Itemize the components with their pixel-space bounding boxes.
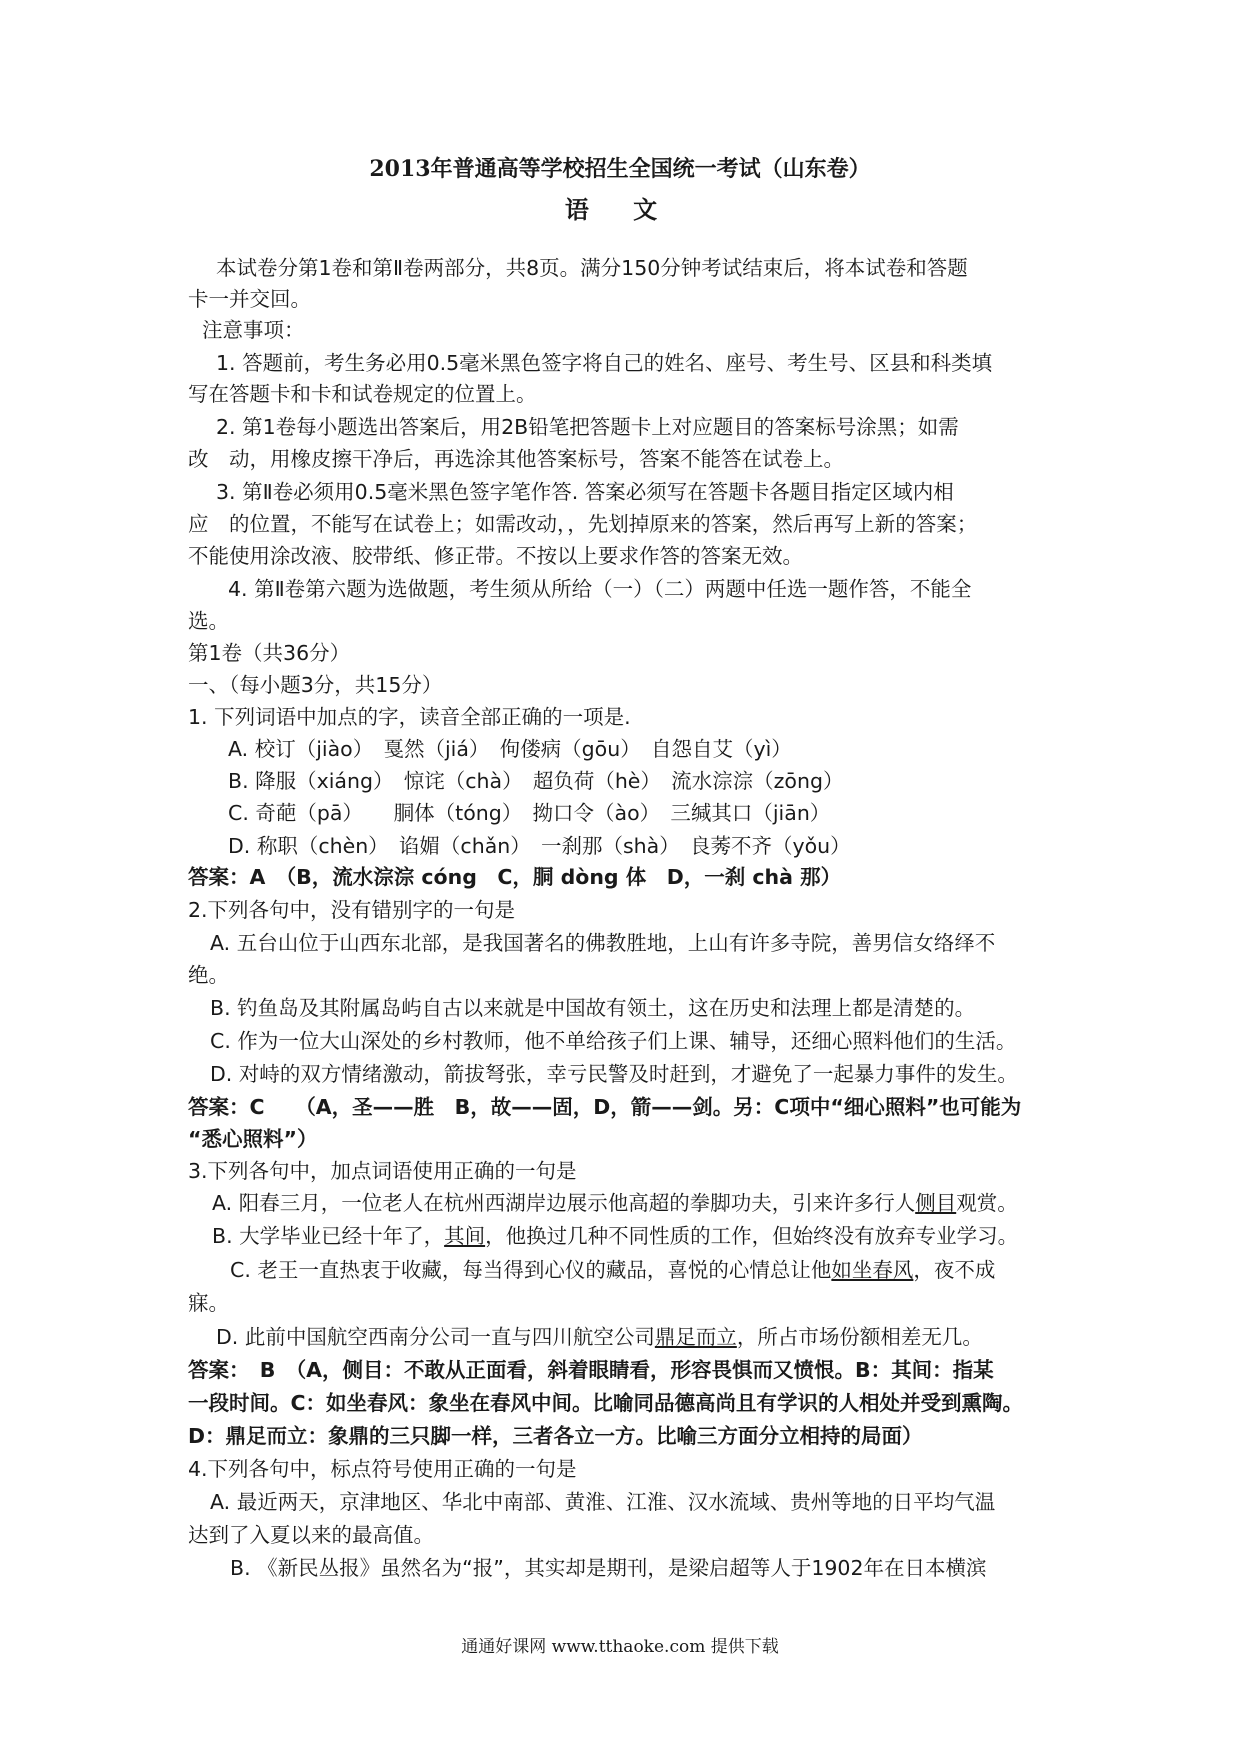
q3-option-d-text: D. 此前中国航空西南分公司一直与四川航空公司 (216, 1325, 655, 1349)
q3-option-b-text: B. 大学毕业已经十年了， (212, 1224, 445, 1248)
q4-stem: 4.下列各句中，标点符号使用正确的一句是 (188, 1457, 577, 1481)
q4-option-a-line-1: A. 最近两天，京津地区、华北中南部、黄淮、江淮、汉水流域、贵州等地的日平均气温 (210, 1490, 996, 1514)
q3-option-b-term: 其间 (444, 1224, 486, 1248)
q3-answer-line-1: 答案： B （A，侧目：不敢从正面看，斜着眼睛看，形容畏惧而又愤恨。B：其间：指某 (188, 1358, 994, 1382)
q2-answer-line-2: “悉心照料”） (188, 1127, 318, 1151)
q2-answer-line-1: 答案：C （A，圣——胜 B，故——固，D，箭——剑。另：C项中“细心照料”也可能为 (188, 1095, 1022, 1119)
q3-option-b (212, 1222, 1018, 1250)
q3-answer-line-2: 一段时间。C：如坐春风：象坐在春风中间。比喻同品德高尚且有学识的人相处并受到熏陶。 (188, 1391, 1024, 1415)
q1-option-c: C. 奇葩（pā） 胴体（tóng） 拗口令（ào） 三缄其口（jiān） (228, 801, 831, 825)
notice-3-line-1: 3. 第Ⅱ卷必须用0.5毫米黑色签字笔作答. 答案必须写在答题卡各题目指定区域内相 (216, 480, 954, 504)
notice-2-line-1: 2. 第1卷每小题选出答案后，用2B铅笔把答题卡上对应题目的答案标号涂黑；如需 (216, 415, 959, 439)
q1-option-d: D. 称职（chèn） 谄媚（chǎn） 一刹那（shà） 良莠不齐（yǒu） (228, 834, 851, 858)
q3-stem: 3.下列各句中，加点词语使用正确的一句是 (188, 1159, 577, 1183)
notice-4-line-1: 4. 第Ⅱ卷第六题为选做题，考生须从所给（一）（二）两题中任选一题作答，不能全 (228, 577, 972, 601)
q2-option-d: D. 对峙的双方情绪激动，箭拔弩张，幸亏民警及时赶到，才避免了一起暴力事件的发生。 (210, 1062, 1018, 1086)
notice-3-line-2: 应 的位置，不能写在试卷上；如需改动，，先划掉原来的答案，然后再写上新的答案； (188, 512, 978, 536)
q3-option-a-term: 侧目 (915, 1191, 957, 1215)
q1-answer: 答案：A （B，流水淙淙 cóng C，胴 dòng 体 D，一刹 chà 那） (188, 865, 842, 889)
notice-4-line-2: 选。 (188, 609, 229, 633)
intro-line-1: 本试卷分第1卷和第Ⅱ卷两部分，共8页。满分150分钟考试结束后，将本试卷和答题 (216, 256, 968, 280)
part-heading: 一、（每小题3分，共15分） (188, 673, 443, 697)
q3-option-a-tail: 观赏。 (956, 1191, 1018, 1215)
q3-option-c-tail: ，夜不成 (913, 1258, 996, 1282)
q3-answer-line-3: D：鼎足而立：象鼎的三只脚一样，三者各立一方。比喻三方面分立相持的局面） (188, 1424, 923, 1448)
notice-1-line-1: 1. 答题前，考生务必用0.5毫米黑色签字将自己的姓名、座号、考生号、区县和科类填 (216, 351, 993, 375)
q3-option-d-tail: ，所占市场份额相差无几。 (736, 1325, 983, 1349)
q3-option-a (212, 1189, 1018, 1217)
q4-option-b-line-1: B. 《新民丛报》虽然名为“报”，其实却是期刊，是梁启超等人于1902年在日本横滨 (230, 1556, 987, 1580)
notice-1-line-2: 写在答题卡和卡和试卷规定的位置上。 (188, 382, 537, 406)
q3-option-c-text: C. 老王一直热衷于收藏，每当得到心仪的藏品，喜悦的心情总让他 (230, 1258, 832, 1282)
q2-option-b: B. 钓鱼岛及其附属岛屿自古以来就是中国故有领土，这在历史和法理上都是清楚的。 (210, 996, 976, 1020)
exam-title: 2013年普通高等学校招生全国统一考试（山东卷） (369, 156, 871, 182)
q3-option-c-term: 如坐春风 (831, 1258, 914, 1282)
q3-option-a-text: A. 阳春三月，一位老人在杭州西湖岸边展示他高超的拳脚功夫，引来许多行人 (212, 1191, 916, 1215)
notice-3-line-3: 不能使用涂改液、胶带纸、修正带。不按以上要求作答的答案无效。 (188, 544, 803, 568)
intro-line-2: 卡一并交回。 (188, 287, 311, 311)
subject-heading: 语 文 (564, 195, 676, 224)
q2-option-c: C. 作为一位大山深处的乡村教师，他不单给孩子们上课、辅导，还细心照料他们的生活。 (210, 1029, 1017, 1053)
q1-stem: 1. 下列词语中加点的字，读音全部正确的一项是. (188, 705, 631, 729)
q4-option-a-line-2: 达到了入夏以来的最高值。 (188, 1523, 434, 1547)
q3-option-d (216, 1323, 983, 1351)
footer-credit: 通通好课网 www.tthaoke.com 提供下载 (461, 1637, 779, 1657)
q3-option-c (230, 1256, 995, 1284)
q1-option-a: A. 校订（jiào） 戛然（jiá） 佝偻病（gōu） 自怨自艾（yì） (228, 737, 792, 761)
q3-option-b-tail: ，他换过几种不同性质的工作，但始终没有放弃专业学习。 (485, 1224, 1019, 1248)
notice-heading: 注意事项： (202, 318, 305, 342)
q2-option-a-line-1: A. 五台山位于山西东北部，是我国著名的佛教胜地，上山有许多寺院，善男信女络绎不 (210, 931, 996, 955)
section-heading: 第1卷（共36分） (188, 641, 351, 665)
q2-stem: 2.下列各句中，没有错别字的一句是 (188, 898, 516, 922)
q1-option-b: B. 降服（xiáng） 惊诧（chà） 超负荷（hè） 流水淙淙（zōng） (228, 769, 844, 793)
q3-option-c-line-2: 寐。 (188, 1291, 229, 1315)
q2-option-a-line-2: 绝。 (188, 963, 229, 987)
q3-option-d-term: 鼎足而立 (654, 1325, 737, 1349)
notice-2-line-2: 改 动，用橡皮擦干净后，再选涂其他答案标号，答案不能答在试卷上。 (188, 447, 844, 471)
